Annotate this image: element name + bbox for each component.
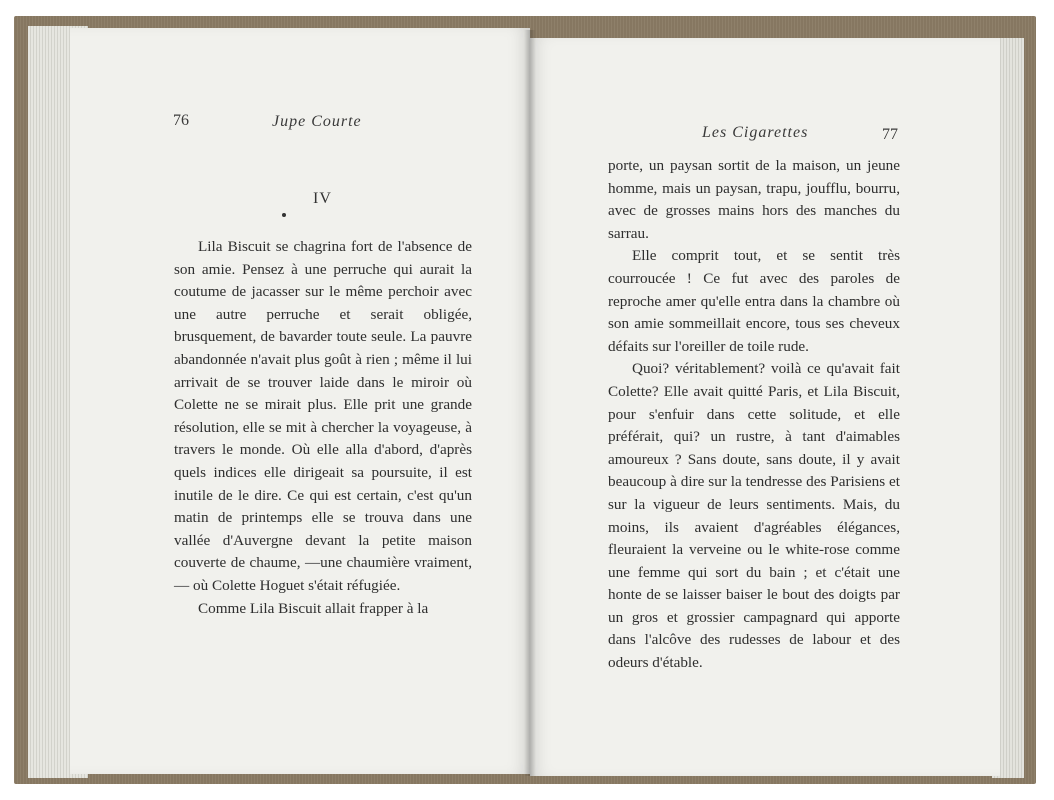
- paragraph: Lila Biscuit se chagrina fort de l'absence de son amie. Pensez à une perruche qui aurait la coutume de jacasser sur le même perchoir avec une autre perruche et serait obligée, brusquement, de bavarder toute seule. La pauvre abandonnée n'avait plus goût à rien ; même il lui arrivait de se trouver laide dans le miroir où Colette ne se mirait plus. Elle prit une grande résolution, elle se mit à chercher la voyageuse, à travers le monde. Où elle alla d'abord, d'après quels indices elle dirigeait sa poursuite, il est inutile de le dire. Ce qui est certain, c'est qu'un matin de printemps elle se trouva dans une vallée d'Auvergne devant la petite maison couverte de chaume, —une chaumière vraiment, — où Colette Hoguet s'était réfugiée.: [174, 238, 472, 594]
- paragraph: porte, un paysan sortit de la maison, un jeune homme, mais un paysan, trapu, joufflu, bourru, avec de grosses mains hors des manches du sarrau.: [608, 157, 900, 242]
- left-body-text: [174, 236, 472, 620]
- left-running-head: Jupe Courte: [272, 113, 362, 130]
- paragraph: Comme Lila Biscuit allait frapper à la: [198, 599, 429, 617]
- right-body-text: [608, 155, 900, 675]
- left-page: [70, 28, 530, 774]
- right-page: [530, 38, 1000, 776]
- chapter-heading: IV: [313, 190, 332, 207]
- right-running-head: Les Cigarettes: [702, 124, 809, 141]
- left-page-number: 76: [173, 112, 189, 129]
- paragraph: Elle comprit tout, et se sentit très courroucée ! Ce fut avec des paroles de reproche amer qu'elle entra dans la chambre où son amie sommeillait encore, tous ses cheveux défaits sur l'oreiller de toile rude.: [608, 247, 900, 355]
- book-gutter: [524, 30, 536, 776]
- paragraph: Quoi? véritablement? voilà ce qu'avait fait Colette? Elle avait quitté Paris, et Lila Biscuit, pour s'enfuir dans cette solitude, et elle préférait, qui? un rustre, à tant d'aimables amoureux ? Sans doute, sans doute, il y avait beaucoup à dire sur la tendresse des Parisiens et sur la vigueur de leurs sentiments. Mais, du moins, ils avaient d'agréables élégances, fleuraient la verveine ou le white-rose comme une femme qui sort du bain ; et c'était une honte de se laisser baiser le bout des doigts par un gros et grossier campagnard qui apporte dans l'alcôve des rudesses de labour et des odeurs d'étable.: [608, 360, 900, 672]
- right-page-number: 77: [882, 126, 898, 143]
- ornament-dot: [282, 213, 286, 217]
